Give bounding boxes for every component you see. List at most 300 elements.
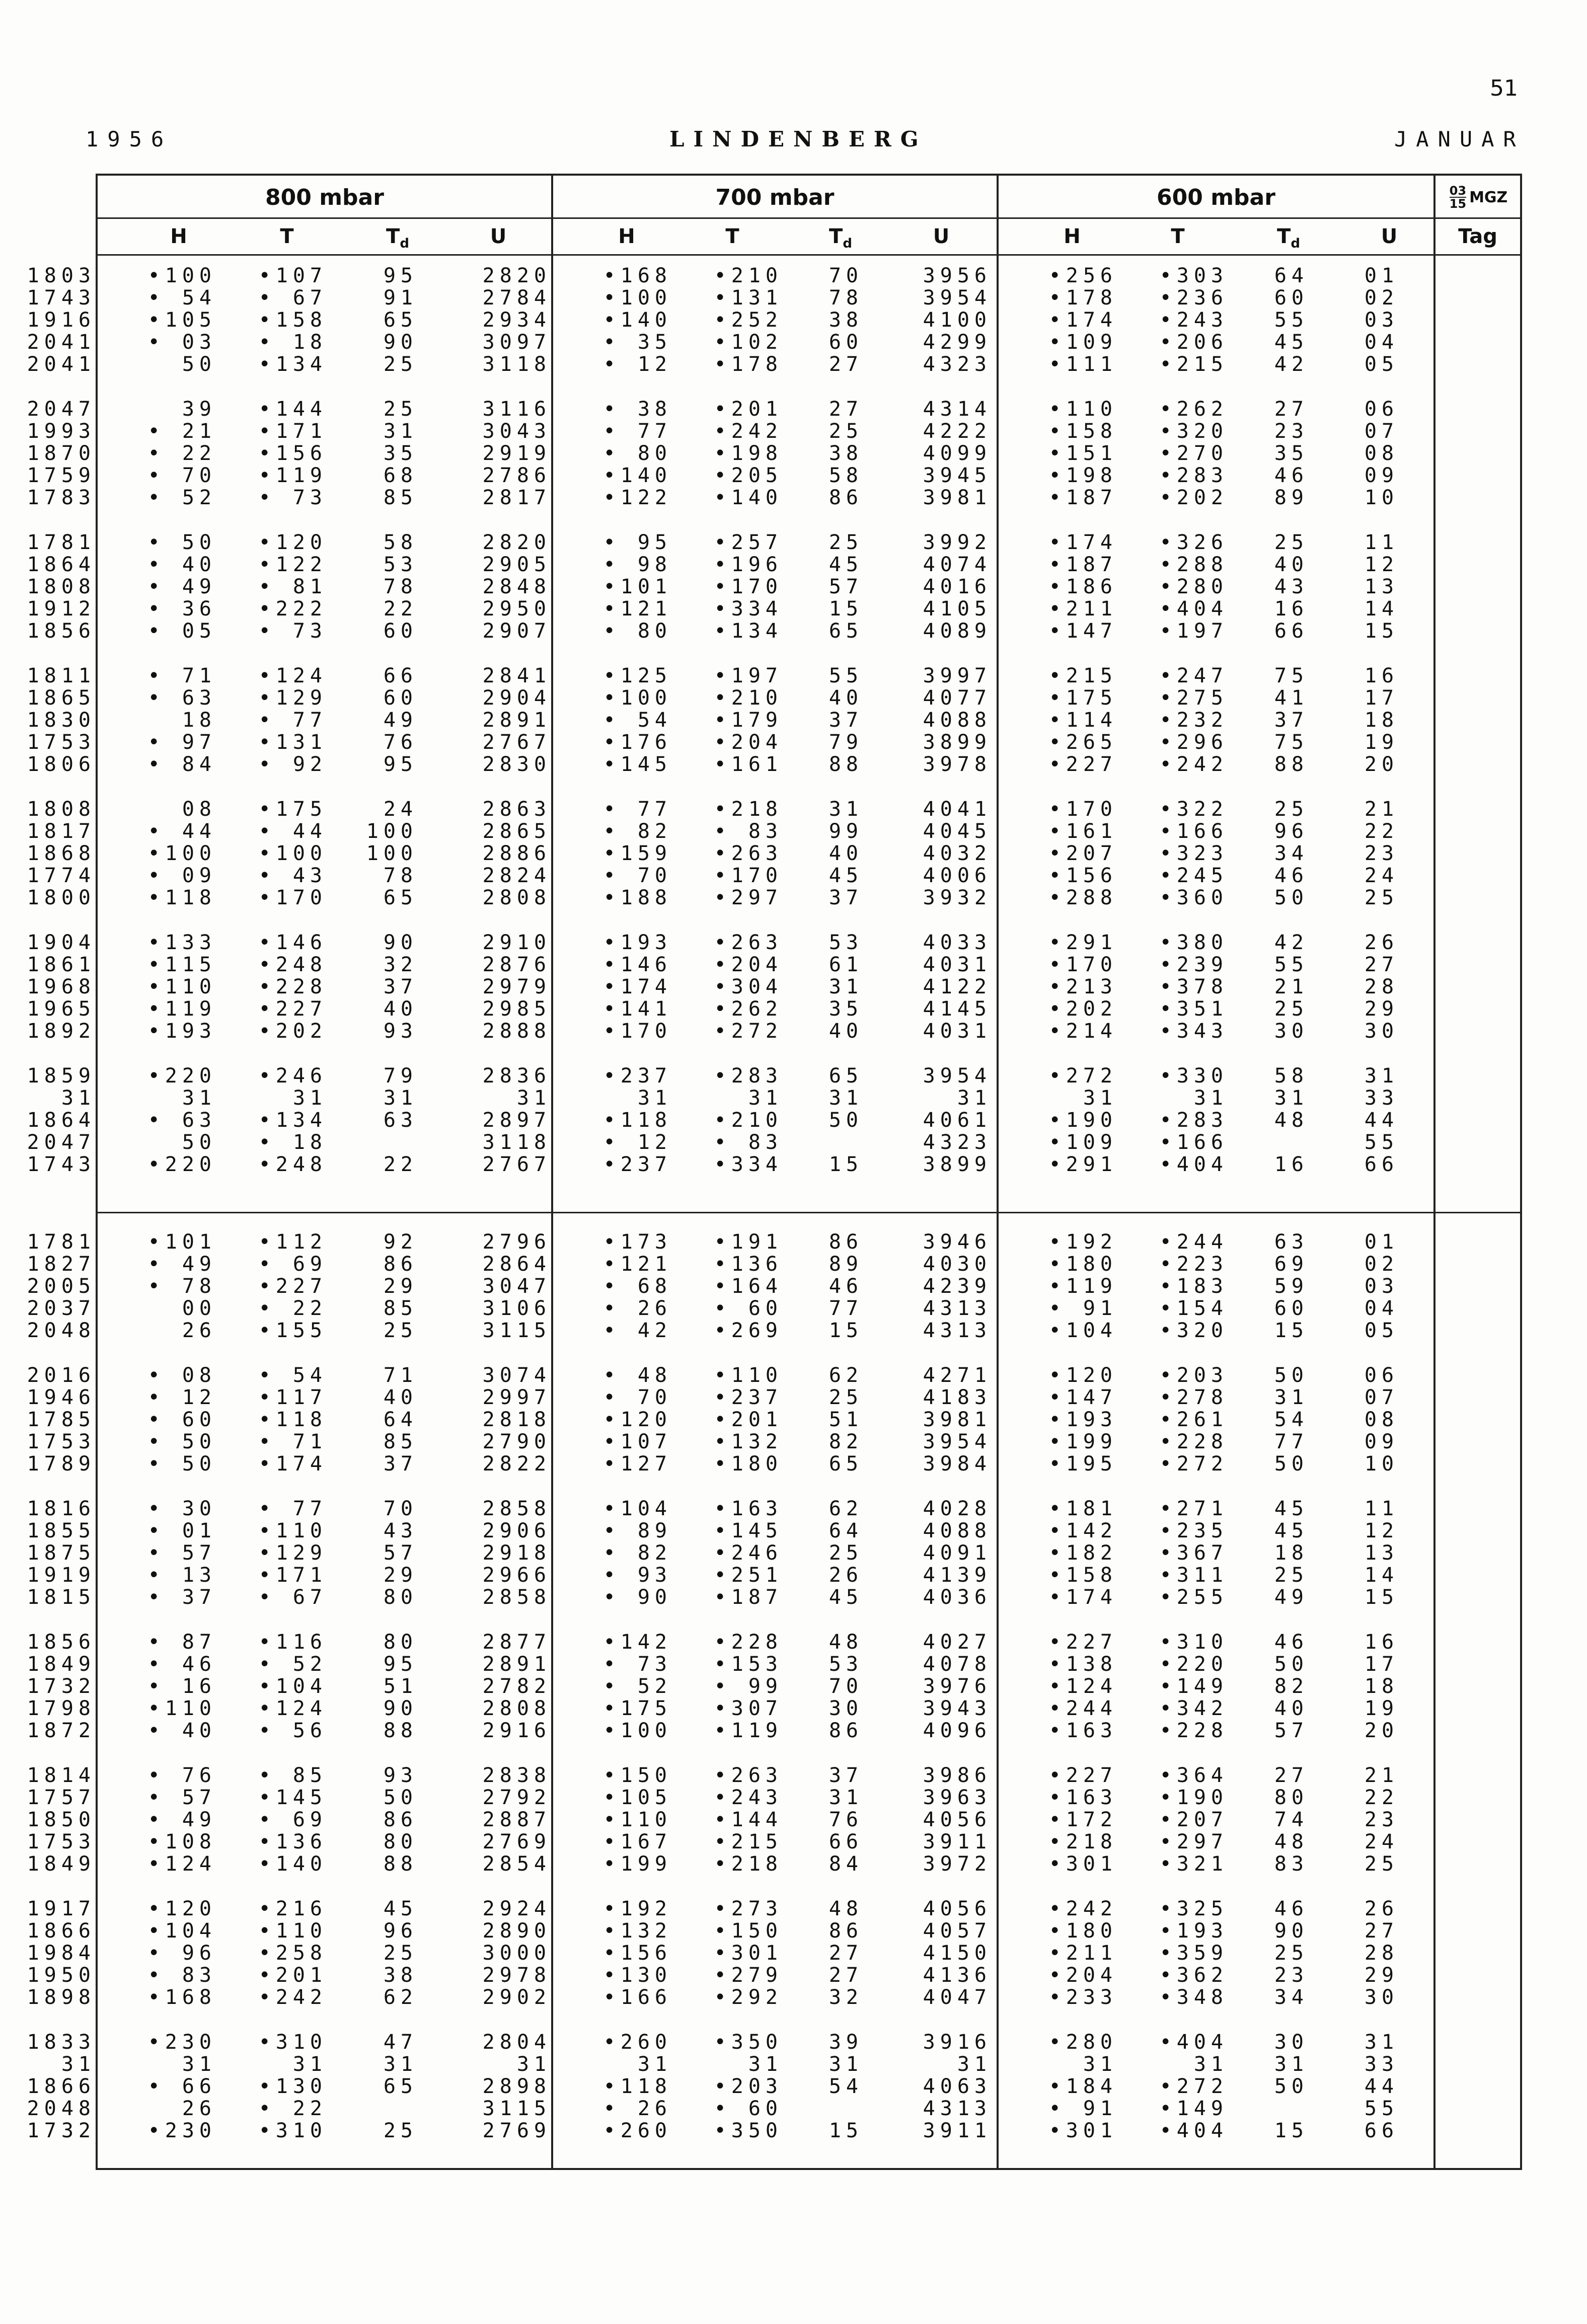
value-cell: •252 [714,308,783,332]
table-row [0,398,1426,420]
value-cell: •193 [1159,1919,1228,1943]
value-cell: 4056 [923,1897,992,1920]
day-cell: 44 [1364,2075,1399,2098]
value-cell: 1743 [27,1153,96,1176]
value-cell: 31 [603,1087,672,1110]
value-cell: 2890 [482,1919,551,1943]
day-cell: 15 [1364,1586,1399,1609]
day-cell: 05 [1364,1319,1399,1342]
value-cell: •105 [147,308,216,332]
value-cell: 22 [383,1153,418,1176]
col-header-label: T [386,225,400,248]
value-cell: • 97 [147,731,216,754]
value-cell: 25 [828,1386,863,1409]
value-cell: 75 [1274,664,1309,687]
value-cell: •262 [1159,398,1228,421]
value-cell: • 63 [147,1109,216,1132]
value-cell: •288 [1048,886,1117,909]
value-cell: 2822 [482,1452,551,1476]
day-cell: 22 [1364,1786,1399,1809]
table-row [0,1986,1426,2008]
value-cell: •180 [1048,1253,1117,1276]
col-header-label: H [1064,225,1081,248]
value-cell: • 84 [147,753,216,776]
value-cell: 91 [383,286,418,309]
value-cell: •124 [258,664,327,687]
value-cell: •138 [1048,1653,1117,1676]
value-cell: 4045 [923,820,992,843]
value-cell: 78 [828,286,863,309]
value-cell: •161 [714,753,783,776]
value-cell: •197 [714,664,783,687]
value-cell: •367 [1159,1541,1228,1565]
value-cell: 4016 [923,575,992,598]
value-cell: •283 [1159,1109,1228,1132]
value-cell: 3981 [923,1408,992,1431]
value-cell: • 67 [258,1586,327,1609]
table-row [0,842,1426,864]
value-cell: •131 [258,731,327,754]
value-cell: 3943 [923,1697,992,1720]
value-cell: 83 [1274,1852,1309,1876]
value-cell: 89 [828,1253,863,1276]
day-cell: 22 [1364,820,1399,843]
col-header-label: T [280,225,294,248]
value-cell: 1808 [27,798,96,821]
value-cell: 18 [147,709,216,732]
day-cell: 17 [1364,1653,1399,1676]
value-cell: 4047 [923,1986,992,2009]
value-cell: 53 [828,931,863,954]
value-cell: 2841 [482,664,551,687]
value-cell: •227 [1048,1764,1117,1787]
col-header-label: T [829,225,843,248]
value-cell: 66 [828,1830,863,1853]
value-cell: •178 [1048,286,1117,309]
value-cell: •182 [1048,1541,1117,1565]
value-cell: 37 [828,709,863,732]
table-row [0,997,1426,1020]
value-cell: •140 [258,1852,327,1876]
value-cell: 1861 [27,953,96,976]
value-cell: 62 [828,1364,863,1387]
table-row [0,353,1426,375]
table-row [0,619,1426,642]
value-cell: 2906 [482,1519,551,1542]
value-cell: •187 [1048,486,1117,509]
value-cell: • 95 [603,531,672,554]
value-cell: •342 [1159,1697,1228,1720]
value-cell: 4323 [923,353,992,376]
value-cell: •110 [714,1364,783,1387]
value-cell: 2888 [482,1020,551,1043]
value-cell: 1865 [27,686,96,710]
value-cell: 4028 [923,1497,992,1520]
value-cell: •170 [258,886,327,909]
table-row [0,264,1426,286]
table-row [0,1852,1426,1875]
value-cell: 60 [383,619,418,643]
value-cell: • 42 [603,1319,672,1342]
value-cell: •179 [714,709,783,732]
value-cell: • 44 [147,820,216,843]
value-cell: 1759 [27,464,96,487]
value-cell: •246 [714,1541,783,1565]
value-cell: •227 [258,1275,327,1298]
value-cell: 1912 [27,597,96,621]
value-cell: 4036 [923,1586,992,1609]
value-cell: 2979 [482,975,551,998]
value-cell: •124 [147,1852,216,1876]
value-cell: •257 [714,531,783,554]
value-cell: 2047 [27,1131,96,1154]
value-cell: 08 [147,798,216,821]
value-cell: 2891 [482,709,551,732]
value-cell: 1800 [27,886,96,909]
value-cell: •144 [714,1808,783,1831]
value-cell: 89 [1274,486,1309,509]
value-cell: •202 [1048,997,1117,1021]
table-row [0,2119,1426,2141]
value-cell: 40 [828,686,863,710]
value-cell: •207 [1048,842,1117,865]
value-cell: •149 [1159,1675,1228,1698]
value-cell: •100 [147,842,216,865]
value-cell: •191 [714,1230,783,1254]
value-cell: 2037 [27,1297,96,1320]
day-cell: 18 [1364,1675,1399,1698]
value-cell: • 57 [147,1786,216,1809]
value-cell: •155 [258,1319,327,1342]
day-cell: 31 [1364,1064,1399,1088]
value-cell: 3972 [923,1852,992,1876]
value-cell: •163 [1048,1719,1117,1742]
value-cell: 31 [714,2053,783,2076]
value-cell: •248 [258,1153,327,1176]
value-cell: 2782 [482,1675,551,1698]
table-row [0,1319,1426,1341]
value-cell: •171 [258,420,327,443]
value-cell: 2804 [482,2031,551,2054]
value-cell: •321 [1159,1852,1228,1876]
table-row [0,308,1426,331]
day-cell: 21 [1364,798,1399,821]
value-cell: 86 [828,1230,863,1254]
value-cell: •227 [258,997,327,1021]
value-cell: 70 [828,1675,863,1698]
value-cell: •351 [1159,997,1228,1021]
value-cell: 2985 [482,997,551,1021]
value-cell: • 40 [147,553,216,576]
table-row [0,286,1426,308]
value-cell: 2924 [482,1897,551,1920]
value-cell: •170 [714,575,783,598]
value-cell: 37 [1274,709,1309,732]
value-cell: •275 [1159,686,1228,710]
value-cell: 16 [1274,1153,1309,1176]
table-row [0,1942,1426,1964]
day-cell: 44 [1364,1109,1399,1132]
value-cell: 45 [1274,1497,1309,1520]
value-cell: 27 [828,353,863,376]
value-cell: •121 [603,1253,672,1276]
value-cell: •204 [714,953,783,976]
value-cell: 88 [383,1719,418,1742]
value-cell: • 82 [603,1541,672,1565]
value-cell: •243 [1159,308,1228,332]
value-cell: •202 [258,1020,327,1043]
value-cell: •303 [1159,264,1228,287]
value-cell: 23 [1274,420,1309,443]
value-cell: •273 [714,1897,783,1920]
value-cell: 4074 [923,553,992,576]
value-cell: 2978 [482,1964,551,1987]
table-row [0,1230,1426,1253]
value-cell: •272 [1159,1452,1228,1476]
table-row [0,1519,1426,1541]
value-cell: •175 [258,798,327,821]
value-cell: •149 [1159,2097,1228,2120]
value-cell: 2919 [482,442,551,465]
value-cell: 4271 [923,1364,992,1387]
value-cell: •158 [258,308,327,332]
value-cell: •255 [1159,1586,1228,1609]
value-cell: 1811 [27,664,96,687]
table-row [0,820,1426,842]
value-cell: •262 [714,997,783,1021]
value-cell: •297 [1159,1830,1228,1853]
value-cell: •150 [714,1919,783,1943]
value-cell: 2877 [482,1631,551,1654]
value-cell: 3911 [923,1830,992,1853]
value-cell: 1864 [27,1109,96,1132]
value-cell: •117 [258,1386,327,1409]
col-header-4 [596,221,657,252]
value-cell: •263 [714,931,783,954]
value-cell: 3945 [923,464,992,487]
value-cell: 26 [828,1564,863,1587]
value-cell: 4313 [923,1297,992,1320]
value-cell: • 80 [603,619,672,643]
value-cell: •172 [1048,1808,1117,1831]
table-row [0,1275,1426,1297]
table-row [0,1764,1426,1786]
value-cell: 1856 [27,1631,96,1654]
table-row [0,1786,1426,1808]
value-cell: •343 [1159,1020,1228,1043]
value-cell: •235 [1159,1519,1228,1542]
value-cell: 2767 [482,731,551,754]
value-cell: • 90 [603,1586,672,1609]
value-cell: •131 [714,286,783,309]
value-cell: 77 [1274,1430,1309,1453]
day-cell: 02 [1364,1253,1399,1276]
table-row [0,1919,1426,1942]
value-cell: •325 [1159,1897,1228,1920]
value-cell: 80 [383,1586,418,1609]
value-cell: 15 [828,2119,863,2142]
value-cell: 65 [828,619,863,643]
value-cell: • 12 [603,353,672,376]
value-cell: 88 [383,1852,418,1876]
value-cell: 45 [828,1586,863,1609]
value-cell: •404 [1159,2119,1228,2142]
value-cell: • 85 [258,1764,327,1787]
value-cell: 2863 [482,798,551,821]
col-header-label: U [490,225,507,248]
table-row [0,1564,1426,1586]
value-cell: •246 [258,1064,327,1088]
value-cell: •258 [258,1942,327,1965]
value-cell: 63 [1274,1230,1309,1254]
value-cell: •173 [603,1230,672,1254]
value-cell: •195 [1048,1452,1117,1476]
value-cell: •310 [258,2031,327,2054]
group-divider [1433,174,1435,2170]
day-cell: 13 [1364,575,1399,598]
value-cell: 2891 [482,1653,551,1676]
value-cell: •228 [1159,1430,1228,1453]
value-cell: •163 [1048,1786,1117,1809]
value-cell: •110 [603,1808,672,1831]
value-cell: •380 [1159,931,1228,954]
value-cell: •272 [1159,2075,1228,2098]
value-cell: • 12 [603,1131,672,1154]
value-cell: 38 [828,308,863,332]
value-cell: 31 [383,420,418,443]
table-row [0,486,1426,508]
value-cell: 86 [383,1253,418,1276]
table-row [0,1452,1426,1475]
value-cell: 74 [1274,1808,1309,1831]
value-cell: 43 [1274,575,1309,598]
value-cell: •178 [714,353,783,376]
value-cell: •272 [1048,1064,1117,1088]
value-cell: • 44 [258,820,327,843]
value-cell: 2848 [482,575,551,598]
day-cell: 25 [1364,1852,1399,1876]
value-cell: •360 [1159,886,1228,909]
value-cell: 4088 [923,1519,992,1542]
value-cell: •279 [714,1964,783,1987]
day-cell: 01 [1364,1230,1399,1254]
value-cell: 25 [1274,997,1309,1021]
value-cell: 50 [147,353,216,376]
value-cell: • 43 [258,864,327,887]
table-row [0,2053,1426,2075]
value-cell: •154 [1159,1297,1228,1320]
value-cell: 48 [1274,1109,1309,1132]
value-cell: 4088 [923,709,992,732]
value-cell: 50 [1274,1653,1309,1676]
value-cell: •174 [603,975,672,998]
value-cell: • 71 [258,1430,327,1453]
value-cell: •272 [714,1020,783,1043]
day-cell: 14 [1364,1564,1399,1587]
value-cell: 31 [1274,1386,1309,1409]
value-cell: 86 [828,1919,863,1943]
value-cell: • 67 [258,286,327,309]
value-cell: 2916 [482,1719,551,1742]
value-cell: • 49 [147,575,216,598]
value-cell: 31 [828,1786,863,1809]
value-cell: 38 [383,1964,418,1987]
value-cell: 4031 [923,1020,992,1043]
value-cell: 4139 [923,1564,992,1587]
value-cell: 2767 [482,1153,551,1176]
day-cell: 08 [1364,442,1399,465]
page-number: 51 [1490,75,1518,101]
value-cell: 2838 [482,1764,551,1787]
value-cell: 84 [828,1852,863,1876]
value-cell: • 13 [147,1564,216,1587]
value-cell: • 18 [258,1131,327,1154]
value-cell: •101 [603,575,672,598]
value-cell: •118 [603,1109,672,1132]
value-cell: 93 [383,1764,418,1787]
value-cell: •116 [258,1631,327,1654]
value-cell: •110 [1048,398,1117,421]
value-cell: •175 [603,1697,672,1720]
value-cell: 2769 [482,2119,551,2142]
value-cell: • 77 [258,709,327,732]
value-cell: 4031 [923,953,992,976]
value-cell: 4314 [923,398,992,421]
value-cell: 31 [258,2053,327,2076]
day-cell: 23 [1364,1808,1399,1831]
day-cell: 19 [1364,1697,1399,1720]
value-cell: •101 [147,1230,216,1254]
value-cell: 50 [1274,2075,1309,2098]
col-header-10 [1258,221,1319,252]
value-cell: • 52 [147,486,216,509]
value-cell: 31 [147,2053,216,2076]
value-cell: 35 [828,997,863,1021]
value-cell: 2048 [27,2097,96,2120]
value-cell: •125 [603,664,672,687]
value-cell: • 83 [714,1131,783,1154]
value-cell: 1868 [27,842,96,865]
value-cell: 92 [383,1230,418,1254]
value-cell: •283 [714,1064,783,1088]
value-cell: 4105 [923,597,992,621]
value-cell: •119 [714,1719,783,1742]
value-cell: 1849 [27,1852,96,1876]
value-cell: 4323 [923,1131,992,1154]
value-cell: •334 [714,597,783,621]
value-cell: 32 [383,953,418,976]
value-cell: 18 [1274,1541,1309,1565]
value-cell: •104 [258,1675,327,1698]
value-cell: 1732 [27,1675,96,1698]
day-cell: 27 [1364,1919,1399,1943]
value-cell: 3956 [923,264,992,287]
value-cell: 1753 [27,731,96,754]
table-row [0,331,1426,353]
value-cell: • 80 [603,442,672,465]
value-cell: 54 [1274,1408,1309,1431]
value-cell: 2769 [482,1830,551,1853]
value-cell: 4299 [923,331,992,354]
value-cell: 1855 [27,1519,96,1542]
value-cell: • 36 [147,597,216,621]
header-divider [96,217,1522,219]
value-cell: 4006 [923,864,992,887]
value-cell: 27 [828,398,863,421]
value-cell: •100 [603,1719,672,1742]
value-cell: 40 [828,842,863,865]
table-row [0,1364,1426,1386]
